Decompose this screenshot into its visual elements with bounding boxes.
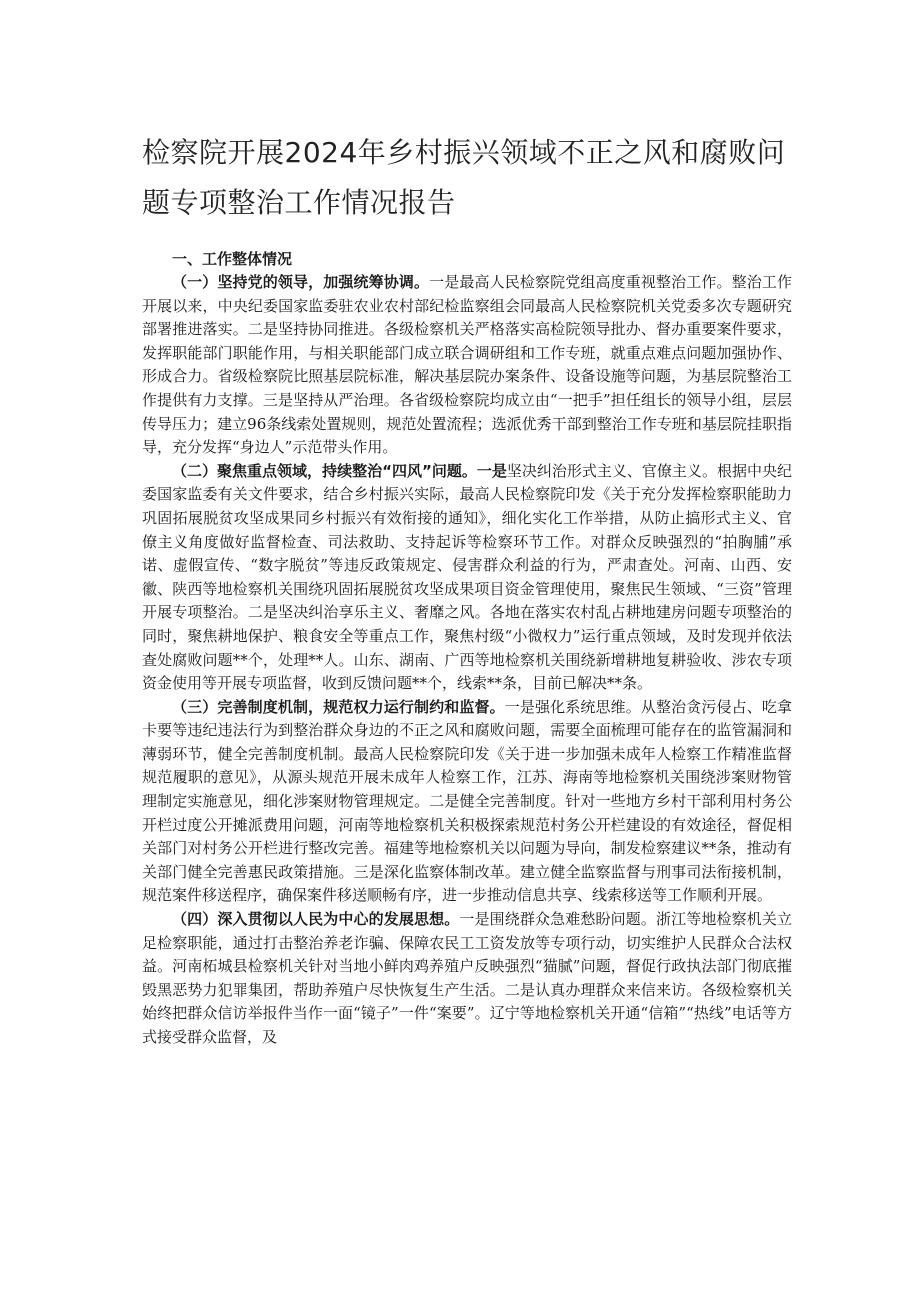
paragraph-1: [142, 271, 792, 460]
paragraph-3-lead: （三）完善制度机制，规范权力运行制约和监督。: [172, 697, 505, 716]
paragraph-2: [142, 460, 792, 696]
paragraph-4-lead: （四）深入贯彻以人民为中心的发展思想。: [172, 910, 460, 929]
section-heading: 一、工作整体情况: [172, 250, 293, 268]
paragraph-3-body: 一是强化系统思维。从整治贪污侵占、吃拿卡要等违纪违法行为到整治群众身边的不正之风和腐败问题，需要全面梳理可能存在的监管漏洞和薄弱环节，健全完善制度机制。最高人民检察院印发《关于进一步加强未成年人检察工作精准监督规范履职的意见》，从源头规范开展未成年人检察工作，江苏、海南等地检察机关围绕涉案财物管理制定实施意见，细化涉案财物管理规定。二是健全完善制度。针对一些地方乡村干部利用村务公开栏过度公开摊派费用问题，河南等地检察机关积极探索规范村务公开栏建设的有效途径，督促相关部门对村务公开栏进行整改完善。福建等地检察机关以问题为导向，制发检察建议**条，推动有关部门健全完善惠民政策措施。三是深化监察体制改革。建立健全监察监督与刑事司法衔接机制，规范案件移送程序，确保案件移送顺畅有序，进一步推动信息共享、线索移送等工作顺利开展。: [142, 697, 792, 905]
paragraph-4-body: 一是围绕群众急难愁盼问题。浙江等地检察机关立足检察职能，通过打击整治养老诈骗、保障农民工工资发放等专项行动，切实维护人民群众合法权益。河南柘城县检察机关针对当地小鲜肉鸡养殖户反映强烈“猫腻”问题，督促行政执法部门彻底摧毁黑恶势力犯罪集团，帮助养殖户尽快恢复生产生活。二是认真办理群众来信来访。各级检察机关始终把群众信访举报件当作一面“镜子”一件“案要”。辽宁等地检察机关开通“信箱”“热线”电话等方式接受群众监督，及: [142, 910, 792, 1046]
document-title: 检察院开展2024年乡村振兴领域不正之风和腐败问题专项整治工作情况报告: [142, 136, 786, 219]
document-page: [142, 128, 792, 1050]
paragraph-4: [142, 908, 792, 1050]
paragraph-1-lead: （一）坚持党的领导，加强统筹协调。: [172, 273, 430, 291]
paragraph-1-body: 一是最高人民检察院党组高度重视整治工作。整治工作开展以来，中央纪委国家监委驻农业农村部纪检监察组会同最高人民检察院机关党委多次专题研究部署推进落实。二是坚持协同推进。各级检察机关严格落实高检院领导批办、督办重要案件要求，发挥职能部门职能作用，与相关职能部门成立联合调研组和工作专班，就重点难点问题加强协作、形成合力。省级检察院比照基层院标准，解决基层院办案条件、设备设施等问题，为基层院整治工作提供有力支撑。三是坚持从严治理。各省级检察院均成立由“一把手”担任组长的领导小组，层层传导压力；建立96条线索处置规则，规范处置流程；选派优秀干部到整治工作专班和基层院挂职指导，充分发挥“身边人”示范带头作用。: [142, 273, 792, 457]
paragraph-2-body: 坚决纠治形式主义、官僚主义。根据中央纪委国家监委有关文件要求，结合乡村振兴实际，最高人民检察院印发《关于充分发挥检察职能助力巩固拓展脱贫攻坚成果同乡村振兴有效衔接的通知》，细化实化工作举措，从防止搞形式主义、官僚主义角度做好监督检查、司法救助、支持起诉等检察环节工作。对群众反映强烈的“拍胸脯”承诺、虚假宣传、“数字脱贫”等违反政策规定、侵害群众利益的行为，严肃查处。河南、山西、安徽、陕西等地检察机关围绕巩固拓展脱贫攻坚成果项目资金管理使用，聚焦民生领域、“三资”管理开展专项整治。二是坚决纠治享乐主义、奢靡之风。各地在落实农村乱占耕地建房问题专项整治的同时，聚焦耕地保护、粮食安全等重点工作，聚焦村级“小微权力”运行重点领域，及时发现并依法查处腐败问题**个，处理**人。山东、湖南、广西等地检察机关围绕新增耕地复耕验收、涉农专项资金使用等开展专项监督，收到反馈问题**个，线索**条，目前已解决**条。: [142, 461, 792, 693]
paragraph-2-lead: （二）聚焦重点领域，持续整治“四风”问题。一是: [172, 461, 507, 480]
paragraph-3: [142, 696, 792, 908]
